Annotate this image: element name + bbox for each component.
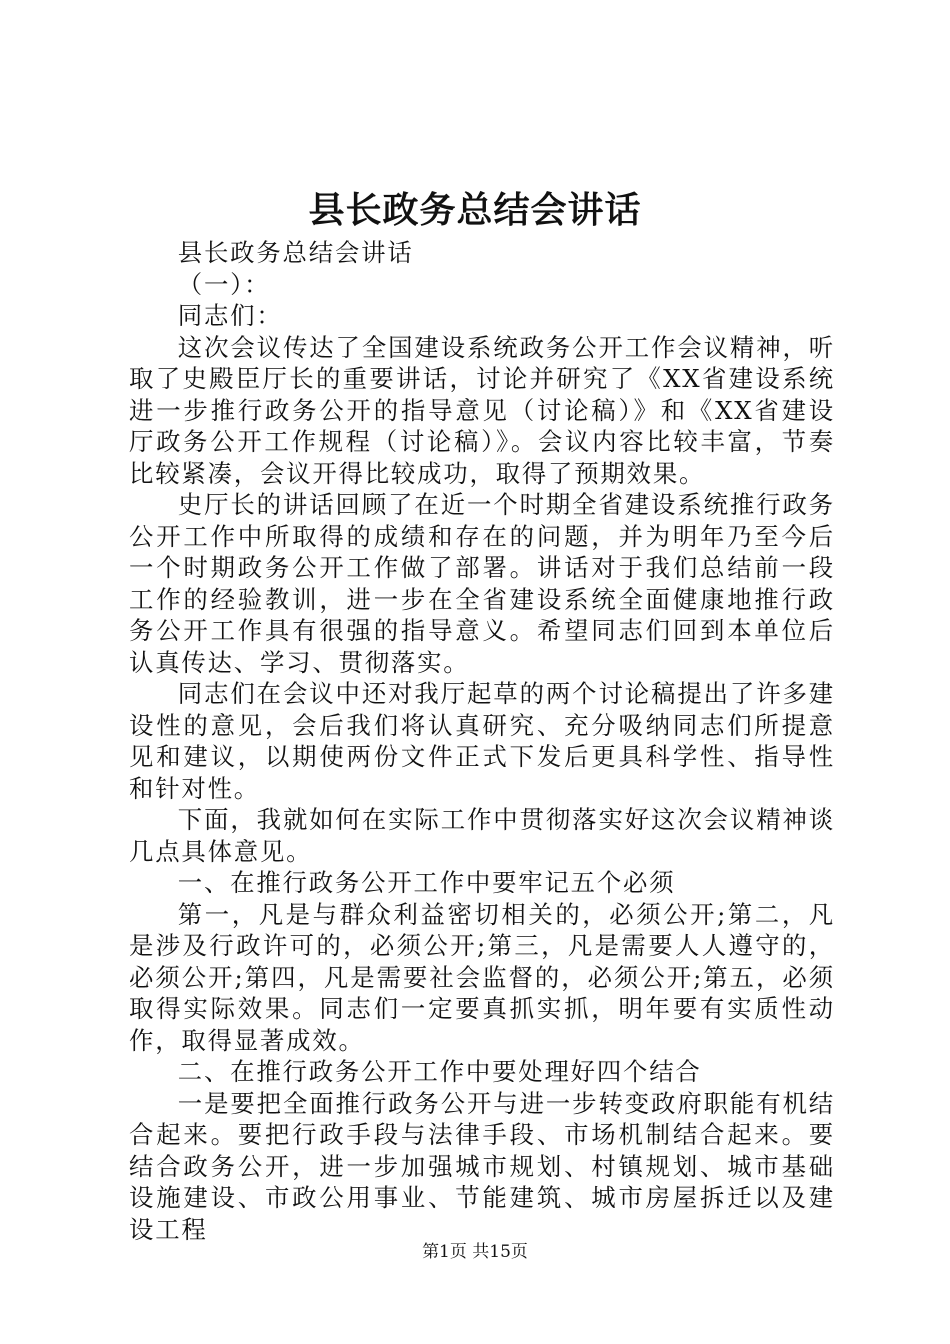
paragraph-section-marker: （一）：	[177, 269, 271, 299]
paragraph: 同志们在会议中还对我厅起草的两个讨论稿提出了许多建设性的意见，会后我们将认真研究、充分吸纳同志们所提意见和建议，以期使两份文件正式下发后更具科学性、指导性和针对性。	[129, 679, 835, 803]
page-number-footer: 第1页 共15页	[422, 1242, 528, 1262]
paragraph-salutation: 同志们：	[177, 301, 283, 330]
paragraph-subtitle: 县长政务总结会讲话	[177, 238, 414, 267]
paragraph: 第一，凡是与群众利益密切相关的，必须公开;第二，凡是涉及行政许可的，必须公开;第三，凡是需要人人遵守的，必须公开;第四，凡是需要社会监督的，必须公开;第五，必须取得实际效果。同志们一定要真抓实抓，明年要有实质性动作，取得显著成效。	[129, 899, 835, 1055]
paragraph: 这次会议传达了全国建设系统政务公开工作会议精神，听取了史殿臣厅长的重要讲话，讨论并研究了《XX省建设系统进一步推行政务公开的指导意见（讨论稿）》和《XX省建设厅政务公开工作规程（讨论稿）》。会议内容比较丰富，节奏比较紧凑，会议开得比较成功，取得了预期效果。	[129, 332, 835, 488]
paragraph: 下面，我就如何在实际工作中贯彻落实好这次会议精神谈几点具体意见。	[129, 805, 835, 866]
paragraph: 史厅长的讲话回顾了在近一个时期全省建设系统推行政务公开工作中所取得的成绩和存在的问题，并为明年乃至今后一个时期政务公开工作做了部署。讲话对于我们总结前一段工作的经验教训，进一步在全省建设系统全面健康地推行政务公开工作具有很强的指导意义。希望同志们回到本单位后认真传达、学习、贯彻落实。	[129, 490, 835, 677]
section-heading: 二、在推行政务公开工作中要处理好四个结合	[177, 1057, 702, 1086]
document-body	[129, 237, 835, 1245]
paragraph: 一是要把全面推行政务公开与进一步转变政府职能有机结合起来。要把行政手段与法律手段、市场机制结合起来。要结合政务公开，进一步加强城市规划、村镇规划、城市基础设施建设、市政公用事业、节能建筑、城市房屋拆迁以及建设工程	[129, 1088, 835, 1244]
document-title: 县长政务总结会讲话	[308, 189, 642, 231]
section-heading: 一、在推行政务公开工作中要牢记五个必须	[177, 868, 676, 897]
